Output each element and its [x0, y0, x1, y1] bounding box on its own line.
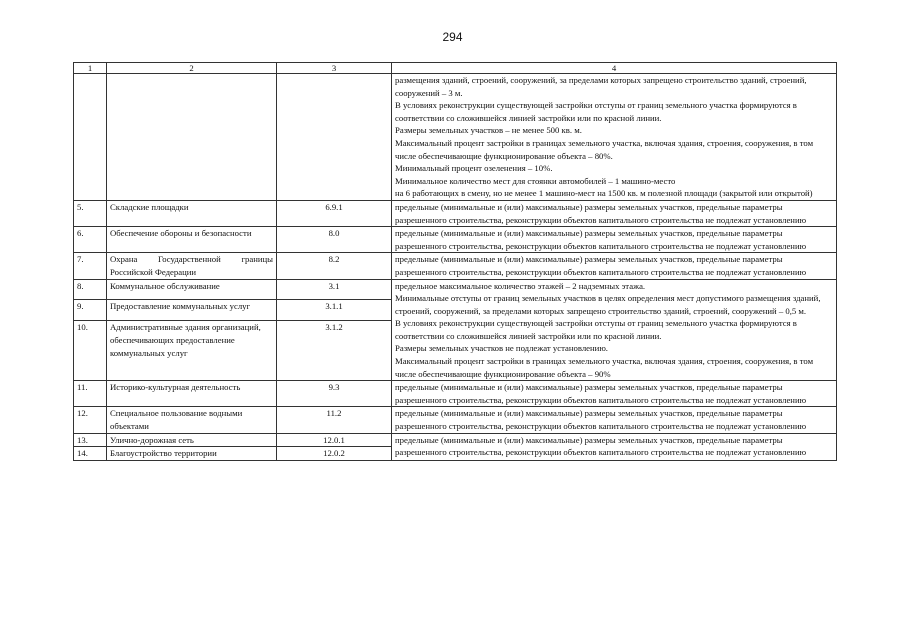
row-code: 3.1.1: [277, 300, 392, 321]
row-number: 9.: [74, 300, 107, 321]
description-line: предельное максимальное количество этажей – 2 надземных этажа.: [395, 280, 646, 291]
row-description: [392, 279, 837, 381]
table-row: [74, 381, 837, 407]
regulations-table: [73, 62, 837, 461]
row-code: 6.9.1: [277, 200, 392, 226]
row-description: предельные (минимальные и (или) максимальные) размеры земельных участков, предельные параметры разрешенного строительства, реконструкции объектов капитального строительства не подлежат установлению: [392, 433, 837, 460]
row-number: 6.: [74, 227, 107, 253]
table-row: [74, 253, 837, 279]
description-line: Минимальные отступы от границ земельных участков в целях определения мест допустимого размещения зданий, строений, сооружений, за пределами которых запрещено строительство зданий, строений, сооружений – 0,5 м.: [395, 293, 821, 316]
description-line: размещения зданий, строений, сооружений, за пределами которых запрещено строительство зданий, строений, сооружений – 3 м.: [395, 75, 807, 98]
row-description: предельные (минимальные и (или) максимальные) размеры земельных участков, предельные параметры разрешенного строительства, реконструкции объектов капитального строительства не подлежат установлению: [392, 227, 837, 253]
row-code: 12.0.1: [277, 433, 392, 447]
row-description: предельные (минимальные и (или) максимальные) размеры земельных участков, предельные параметры разрешенного строительства, реконструкции объектов капитального строительства не подлежат установлению: [392, 381, 837, 407]
row-code: 12.0.2: [277, 447, 392, 461]
row-number: 12.: [74, 407, 107, 433]
row-description: [392, 74, 837, 201]
row-number: 8.: [74, 279, 107, 300]
row-number: 14.: [74, 447, 107, 461]
row-name: Административные здания организаций, обеспечивающих предоставление коммунальных услуг: [107, 321, 277, 381]
row-code: 9.3: [277, 381, 392, 407]
row-name: Улично-дорожная сеть: [107, 433, 277, 447]
row-name: Благоустройство территории: [107, 447, 277, 461]
row-number: 10.: [74, 321, 107, 381]
header-col-3: 3: [277, 63, 392, 74]
header-col-4: 4: [392, 63, 837, 74]
description-line: на 6 работающих в смену, но не менее 1 машино-мест на 1500 кв. м полезной площади (закрытой или открытой): [395, 188, 813, 199]
row-number: 7.: [74, 253, 107, 279]
description-line: В условиях реконструкции существующей застройки отступы от границ земельного участка формируются в соответствии со сложившейся линией застройки или по красной линии.: [395, 318, 797, 341]
row-name: Коммунальное обслуживание: [107, 279, 277, 300]
row-name: Специальное пользование водными объектами: [107, 407, 277, 433]
header-col-2: 2: [107, 63, 277, 74]
row-number: 5.: [74, 200, 107, 226]
row-number: [74, 74, 107, 201]
row-code: 11.2: [277, 407, 392, 433]
table-header-row: [74, 63, 837, 74]
table-row: [74, 74, 837, 201]
row-name: [107, 74, 277, 201]
table-row: [74, 227, 837, 253]
page-number: 294: [442, 30, 463, 44]
row-code: 3.1: [277, 279, 392, 300]
description-line: В условиях реконструкции существующей застройки отступы от границ земельного участка формируются в соответствии со сложившейся линией застройки или по красной линии.: [395, 100, 797, 123]
row-code: 3.1.2: [277, 321, 392, 381]
row-name: Складские площадки: [107, 200, 277, 226]
row-name: Историко-культурная деятельность: [107, 381, 277, 407]
row-name: Предоставление коммунальных услуг: [107, 300, 277, 321]
table-row: [74, 407, 837, 433]
row-name: Охрана Государственной границы Российской Федерации: [107, 253, 277, 279]
table-row: [74, 279, 837, 300]
row-description: предельные (минимальные и (или) максимальные) размеры земельных участков, предельные параметры разрешенного строительства, реконструкции объектов капитального строительства не подлежат установлению: [392, 200, 837, 226]
row-description: предельные (минимальные и (или) максимальные) размеры земельных участков, предельные параметры разрешенного строительства, реконструкции объектов капитального строительства не подлежат установлению: [392, 407, 837, 433]
row-number: 11.: [74, 381, 107, 407]
description-line: Размеры земельных участков не подлежат установлению.: [395, 343, 608, 354]
description-line: Максимальный процент застройки в границах земельного участка, включая здания, строения, сооружения, в том числе обеспечивающие функционирование объекта – 80%.: [395, 137, 814, 161]
row-description: предельные (минимальные и (или) максимальные) размеры земельных участков, предельные параметры разрешенного строительства, реконструкции объектов капитального строительства не подлежат установлению: [392, 253, 837, 279]
row-name: Обеспечение обороны и безопасности: [107, 227, 277, 253]
row-code: [277, 74, 392, 201]
description-line: Размеры земельных участков – не менее 500 кв. м.: [395, 125, 582, 136]
description-line: Максимальный процент застройки в границах земельного участка, включая здания, строения, сооружения, в том числе обеспечивающие функционирование объекта – 90%: [395, 356, 814, 379]
description-line: Минимальное количество мест для стоянки автомобилей – 1 машино-место: [395, 175, 676, 186]
row-code: 8.2: [277, 253, 392, 279]
table-row: [74, 200, 837, 226]
row-code: 8.0: [277, 227, 392, 253]
table-row: [74, 433, 837, 447]
description-line: Минимальный процент озеленения – 10%.: [395, 163, 553, 174]
header-col-1: 1: [74, 63, 107, 74]
row-number: 13.: [74, 433, 107, 447]
